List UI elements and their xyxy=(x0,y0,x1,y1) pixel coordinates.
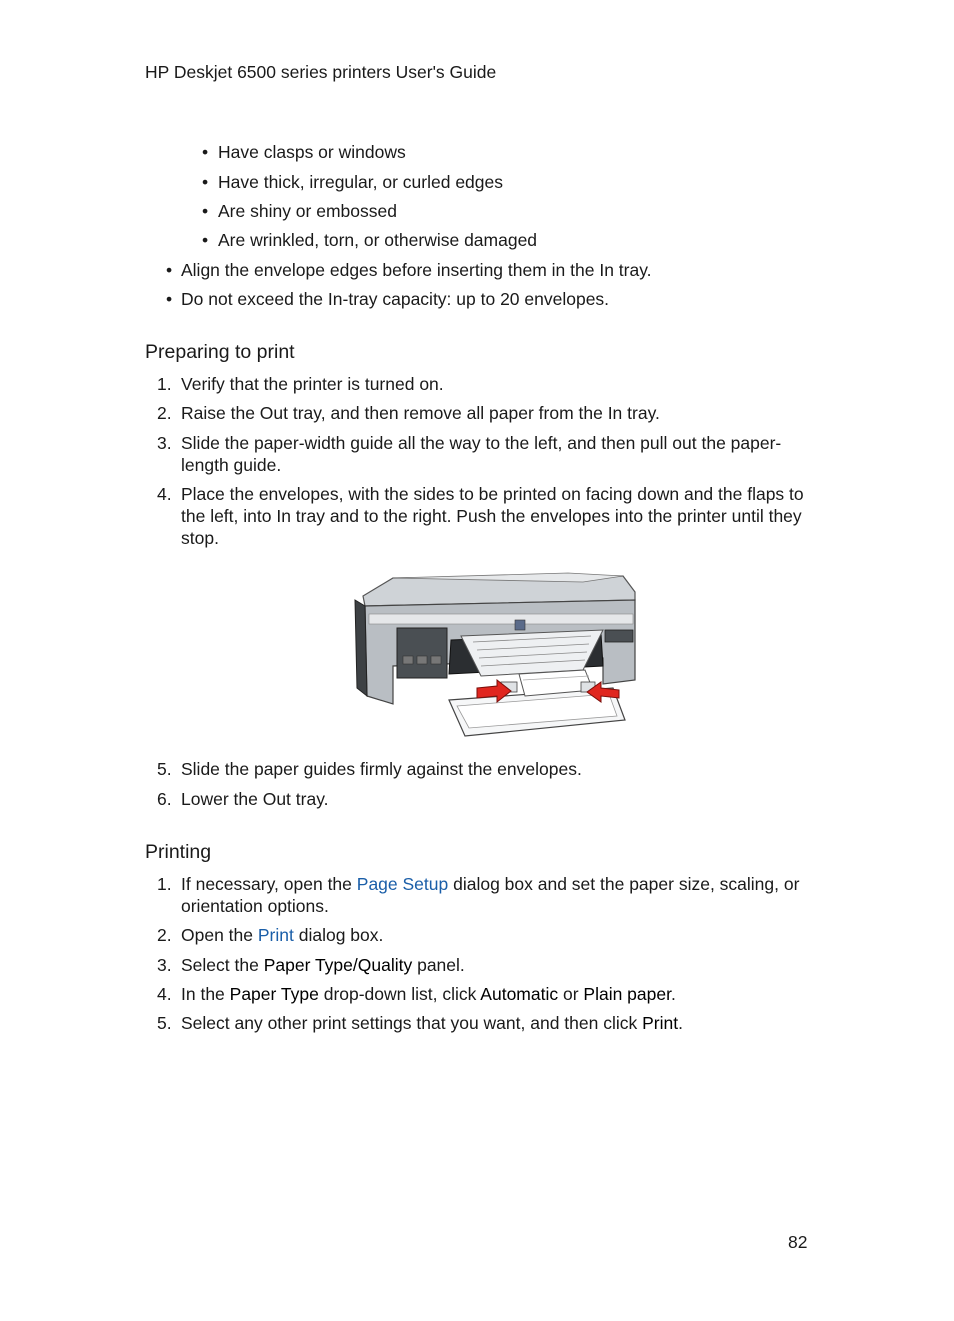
list-item-text: Do not exceed the In-tray capacity: up to 20 envelopes. xyxy=(181,289,610,309)
step-number: 6. xyxy=(157,789,172,809)
step-text: Verify that the printer is turned on. xyxy=(181,374,444,394)
page-header: HP Deskjet 6500 series printers User's Guide xyxy=(145,62,497,82)
ui-term-plain-paper: Plain paper xyxy=(583,984,671,1004)
step-number: 5. xyxy=(157,1013,172,1033)
page-setup-link[interactable]: Page Setup xyxy=(356,874,449,894)
text-segment: Select any other print settings that you want, and then click xyxy=(181,1013,643,1033)
text-segment: drop-down list, click xyxy=(318,984,481,1004)
section-title-printing: Printing xyxy=(145,841,212,863)
text-segment: Open the xyxy=(181,925,258,945)
step-number: 1. xyxy=(157,874,172,894)
step-text: Raise the Out tray, and then remove all paper from the In tray. xyxy=(181,403,660,423)
step-text xyxy=(181,1012,813,1034)
step-number: 2. xyxy=(157,403,172,423)
step-text xyxy=(181,954,813,976)
step-number: 1. xyxy=(157,374,172,394)
ui-term-print: Print xyxy=(642,1013,679,1033)
list-item-text: Align the envelope edges before inserting them in the In tray. xyxy=(181,260,652,280)
step-number: 3. xyxy=(157,433,172,453)
print-link[interactable]: Print xyxy=(257,925,294,945)
printer-icon xyxy=(353,570,638,738)
text-segment: panel. xyxy=(412,955,465,975)
ui-term-paper-type-quality: Paper Type/Quality xyxy=(263,955,413,975)
step-text: Place the envelopes, with the sides to be printed on facing down and the flaps to the left, into In tray and to the right. Push the envelopes into the printer until they stop. xyxy=(181,484,804,548)
step-text: Lower the Out tray. xyxy=(181,789,329,809)
ui-term-automatic: Automatic xyxy=(480,984,559,1004)
text-segment: dialog box and set the paper size, scaling, or orientation options. xyxy=(181,874,800,916)
section-title-preparing: Preparing to print xyxy=(145,341,295,363)
printer-envelope-illustration xyxy=(353,570,638,738)
text-segment: or xyxy=(558,984,584,1004)
step-text: Slide the paper-width guide all the way to the left, and then pull out the paper-length guide. xyxy=(181,433,782,475)
list-item-text: Are wrinkled, torn, or otherwise damaged xyxy=(218,230,538,250)
step-text: Slide the paper guides firmly against the envelopes. xyxy=(181,759,582,779)
step-text xyxy=(181,873,813,917)
step-number: 5. xyxy=(157,759,172,779)
page-number: 82 xyxy=(788,1232,808,1252)
step-number: 3. xyxy=(157,955,172,975)
list-item-text: Have thick, irregular, or curled edges xyxy=(218,172,503,192)
list-item-text: Are shiny or embossed xyxy=(218,201,397,221)
list-item-text: Have clasps or windows xyxy=(218,142,406,162)
bullet-glyph: • xyxy=(202,201,209,221)
step-text xyxy=(181,983,813,1005)
bullet-glyph: • xyxy=(166,260,173,280)
bullet-glyph: • xyxy=(166,289,173,309)
text-segment: Select the xyxy=(181,955,264,975)
text-segment: . xyxy=(670,984,676,1004)
step-number: 2. xyxy=(157,925,172,945)
step-number: 4. xyxy=(157,484,172,504)
bullet-glyph: • xyxy=(202,172,209,192)
bullet-glyph: • xyxy=(202,230,209,250)
text-segment: . xyxy=(678,1013,683,1033)
step-number: 4. xyxy=(157,984,172,1004)
text-segment: In the xyxy=(181,984,230,1004)
text-segment: dialog box. xyxy=(293,925,384,945)
step-text xyxy=(181,924,813,946)
ui-term-paper-type: Paper Type xyxy=(229,984,319,1004)
text-segment: If necessary, open the xyxy=(181,874,357,894)
bullet-glyph: • xyxy=(202,142,209,162)
